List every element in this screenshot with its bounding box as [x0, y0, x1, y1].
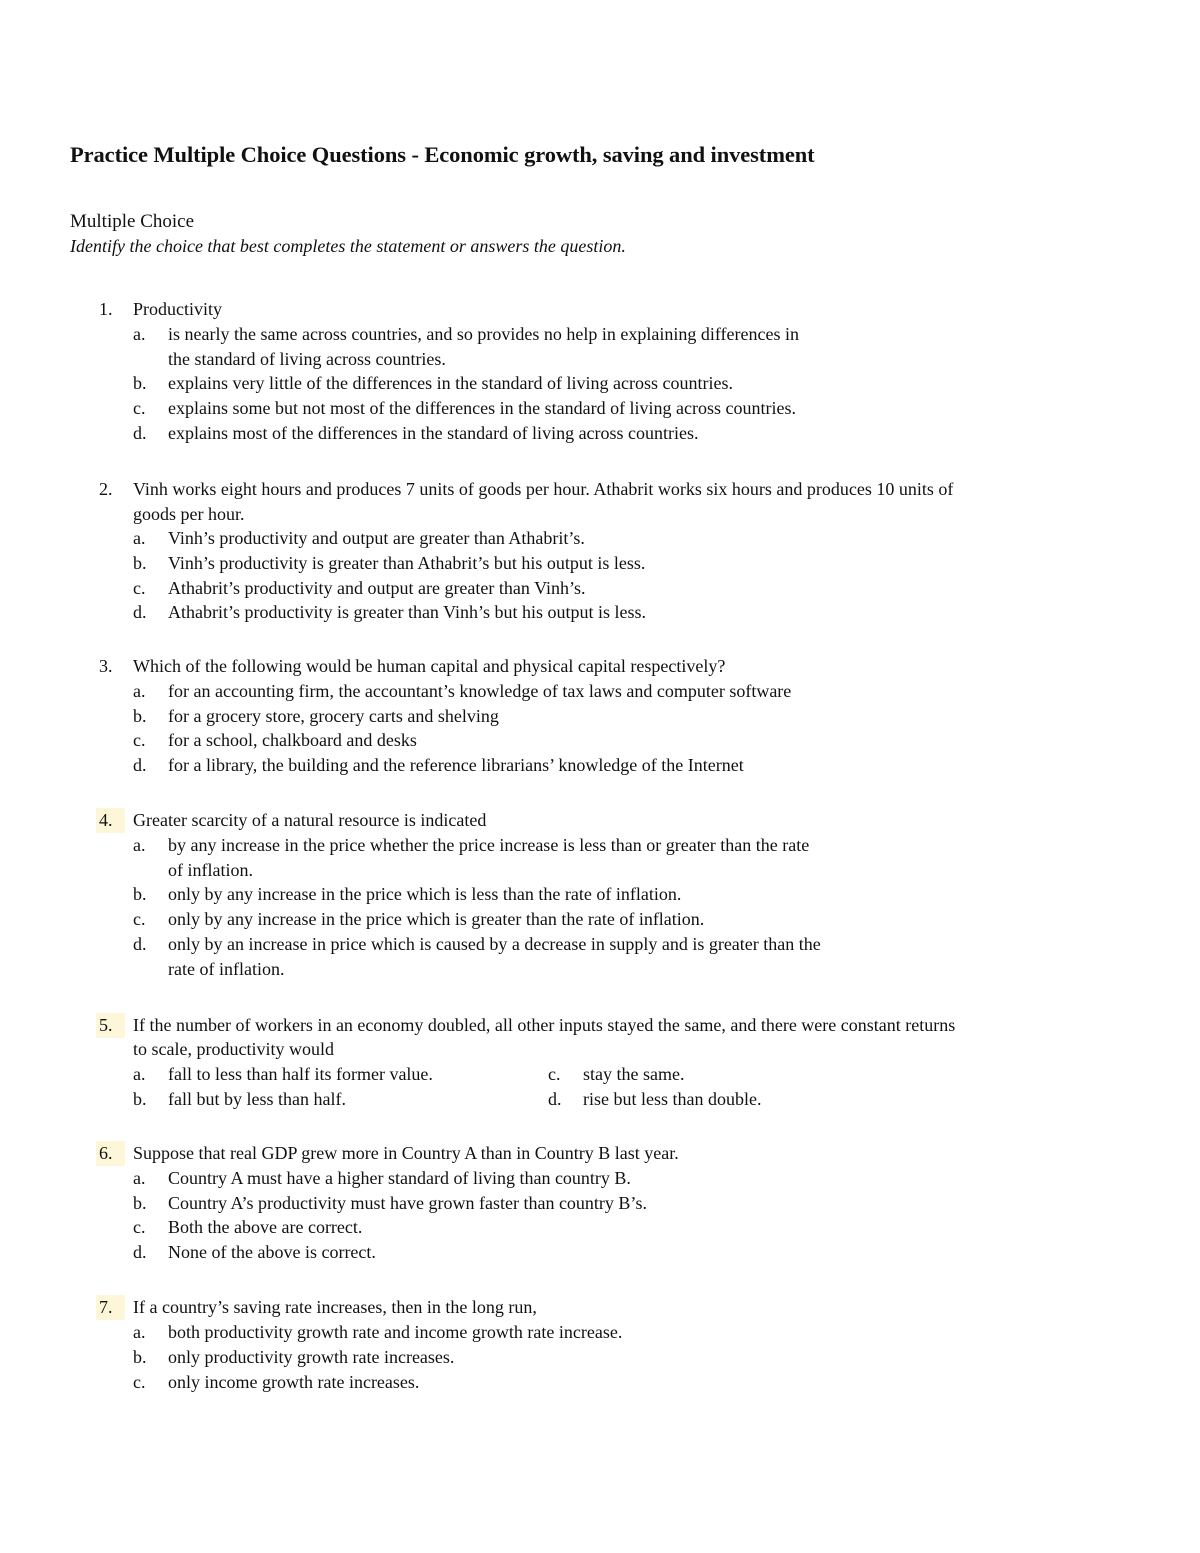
option-label-b: b.: [133, 1347, 147, 1367]
option-text-c: Both the above are correct.: [168, 1217, 363, 1237]
question-stem: Vinh works eight hours and produces 7 units of goods per hour. Athabrit works six hours and produces 10 units of: [133, 479, 954, 499]
option-text-c: stay the same.: [583, 1064, 685, 1084]
option-text-d: Athabrit’s productivity is greater than Vinh’s but his output is less.: [168, 602, 647, 622]
option-text-d: only by an increase in price which is caused by a decrease in supply and is greater than the: [168, 934, 821, 954]
option-label-a: a.: [133, 1168, 146, 1188]
option-label-c: c.: [133, 730, 146, 750]
option-label-c: c.: [133, 578, 146, 598]
option-text-a: both productivity growth rate and income growth rate increase.: [168, 1322, 623, 1342]
option-label-a: a.: [133, 681, 146, 701]
question-number: 3.: [99, 656, 113, 676]
option-text-d-cont: rate of inflation.: [168, 959, 285, 979]
option-text-c: for a school, chalkboard and desks: [168, 730, 417, 750]
option-text-c: Athabrit’s productivity and output are greater than Vinh’s.: [168, 578, 586, 598]
section-instructions: Identify the choice that best completes the statement or answers the question.: [70, 236, 626, 256]
option-label-d: d.: [133, 934, 147, 954]
option-text-a: fall to less than half its former value.: [168, 1064, 433, 1084]
option-text-a: for an accounting firm, the accountant’s knowledge of tax laws and computer software: [168, 681, 792, 701]
option-label-a: a.: [133, 324, 146, 344]
option-text-d: None of the above is correct.: [168, 1242, 376, 1262]
option-label-c: c.: [133, 398, 146, 418]
option-text-b: Vinh’s productivity is greater than Athabrit’s but his output is less.: [168, 553, 646, 573]
option-text-d: for a library, the building and the reference librarians’ knowledge of the Internet: [168, 755, 744, 775]
option-text-b: only by any increase in the price which is less than the rate of inflation.: [168, 884, 682, 904]
option-text-a-cont: the standard of living across countries.: [168, 349, 446, 369]
option-text-c: only income growth rate increases.: [168, 1372, 420, 1392]
option-text-d: explains most of the differences in the standard of living across countries.: [168, 423, 699, 443]
question-number: 4.: [96, 808, 125, 833]
option-label-d: d.: [133, 423, 147, 443]
option-text-d: rise but less than double.: [583, 1089, 762, 1109]
option-text-b: Country A’s productivity must have grown faster than country B’s.: [168, 1193, 647, 1213]
option-text-b: only productivity growth rate increases.: [168, 1347, 455, 1367]
option-label-d: d.: [133, 1242, 147, 1262]
option-label-a: a.: [133, 1064, 146, 1084]
page-title: Practice Multiple Choice Questions - Economic growth, saving and investment: [70, 142, 815, 167]
option-label-b: b.: [133, 1089, 147, 1109]
question-stem: Suppose that real GDP grew more in Country A than in Country B last year.: [133, 1143, 679, 1163]
option-text-b: fall but by less than half.: [168, 1089, 346, 1109]
option-label-b: b.: [133, 553, 147, 573]
question-stem: Which of the following would be human capital and physical capital respectively?: [133, 656, 726, 676]
option-text-c: explains some but not most of the differences in the standard of living across countries.: [168, 398, 797, 418]
option-label-c: c.: [133, 909, 146, 929]
option-label-c: c.: [548, 1064, 561, 1084]
question-number: 6.: [96, 1141, 125, 1166]
option-label-d: d.: [133, 602, 147, 622]
question-stem-cont: to scale, productivity would: [133, 1039, 334, 1059]
question-stem-cont: goods per hour.: [133, 504, 245, 524]
option-label-d: d.: [133, 755, 147, 775]
option-label-b: b.: [133, 373, 147, 393]
question-stem: If a country’s saving rate increases, then in the long run,: [133, 1297, 537, 1317]
option-text-b: for a grocery store, grocery carts and shelving: [168, 706, 499, 726]
option-label-c: c.: [133, 1217, 146, 1237]
option-label-d: d.: [548, 1089, 562, 1109]
option-text-a: by any increase in the price whether the price increase is less than or greater than the rate: [168, 835, 810, 855]
option-text-c: only by any increase in the price which is greater than the rate of inflation.: [168, 909, 705, 929]
option-text-a: Country A must have a higher standard of living than country B.: [168, 1168, 631, 1188]
option-label-b: b.: [133, 1193, 147, 1213]
question-number: 5.: [96, 1013, 125, 1038]
question-stem: If the number of workers in an economy doubled, all other inputs stayed the same, and there were constant returns: [133, 1015, 956, 1035]
question-stem: Greater scarcity of a natural resource is indicated: [133, 810, 487, 830]
option-label-a: a.: [133, 835, 146, 855]
option-label-b: b.: [133, 706, 147, 726]
option-label-b: b.: [133, 884, 147, 904]
option-text-b: explains very little of the differences in the standard of living across countries.: [168, 373, 733, 393]
question-number: 7.: [96, 1295, 125, 1320]
option-text-a: is nearly the same across countries, and so provides no help in explaining differences in: [168, 324, 799, 344]
question-number: 2.: [99, 479, 113, 499]
option-text-a: Vinh’s productivity and output are greater than Athabrit’s.: [168, 528, 585, 548]
section-heading: Multiple Choice: [70, 211, 195, 232]
option-label-a: a.: [133, 1322, 146, 1342]
question-number: 1.: [99, 299, 113, 319]
option-label-a: a.: [133, 528, 146, 548]
option-text-a-cont: of inflation.: [168, 860, 253, 880]
option-label-c: c.: [133, 1372, 146, 1392]
question-stem: Productivity: [133, 299, 222, 319]
